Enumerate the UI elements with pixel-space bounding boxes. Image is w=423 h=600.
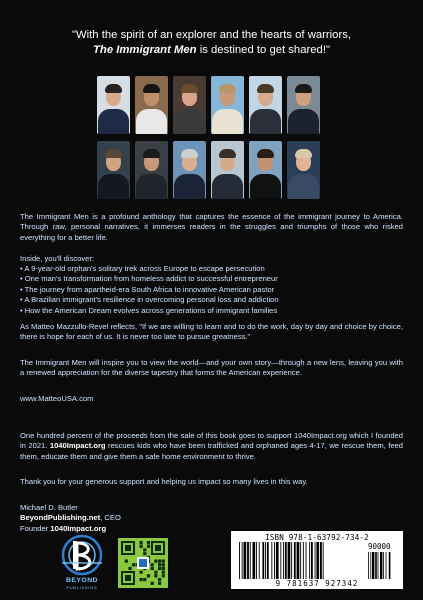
author-photo [249, 76, 282, 134]
author-photo [135, 141, 168, 199]
signature-company-line [20, 513, 220, 523]
endorsement-quote [20, 28, 403, 58]
inspire-paragraph: The Immigrant Men will inspire you to view the world—and your own story—through a new lens, leaving you with a renewed appreciation for the diverse tapestry that forms the American experience. [20, 358, 403, 378]
quote-line-2-rest: is destined to get shared!" [196, 44, 330, 56]
author-photo [135, 76, 168, 134]
photo-hair [181, 149, 198, 158]
inside-label: Inside, you'll discover: [20, 254, 95, 263]
logo-word: BEYOND [65, 577, 99, 584]
proceeds-org-bold: 1040Impact.org [49, 441, 106, 451]
photo-shirt [98, 109, 129, 134]
quote-book-title: The Immigrant Men [93, 44, 197, 56]
photo-hair [181, 84, 198, 93]
author-photo [211, 76, 244, 134]
discovery-item: • How the American Dream evolves across generations of immigrant families [20, 305, 278, 315]
photo-hair [257, 84, 274, 93]
photo-shirt [288, 109, 319, 134]
proceeds-paragraph [20, 431, 403, 462]
author-photo [287, 76, 320, 134]
reflection-paragraph: As Matteo Mazzullo-Revel reflects, "If we are willing to learn and to do the work, day by day and choice by choice, there is hope for each of us. It is never too late to pursue greatness." [20, 322, 403, 342]
logo-emblem-icon [56, 533, 108, 577]
photo-shirt [212, 174, 243, 199]
proceeds-part-1: One hundred percent of the proceeds from the sale of this book goes to support 1040Impact.org which I founded in 2021. [20, 431, 403, 451]
proceeds-part-2: rescues kids who have been trafficked and orphaned ages 4-17, we rescue them, feed them, educate them and give them a safe home environment to thrive. [20, 441, 403, 461]
author-photo [173, 141, 206, 199]
qr-code-icon [118, 538, 168, 588]
discovery-item: • The journey from apartheid-era South Africa to innovative American pastor [20, 284, 275, 294]
author-photo [211, 141, 244, 199]
photo-shirt [250, 109, 281, 134]
photo-hair [143, 84, 160, 93]
quote-line-2 [20, 43, 403, 58]
intro-paragraph: The Immigrant Men is a profound anthology that captures the essence of the immigrant journey to America. Through raw, personal narratives, it immerses readers in the struggles and triumphs of those who risked everything for a better life. [20, 212, 403, 242]
photo-hair [219, 84, 236, 93]
isbn-barcode [231, 531, 403, 589]
photo-hair [295, 84, 312, 93]
photo-shirt [136, 109, 167, 134]
beyond-publishing-logo [56, 533, 108, 593]
photo-hair [219, 149, 236, 158]
signature-founder-org[interactable]: 1040Impact.org [50, 523, 107, 533]
discovery-item: • A 9-year-old orphan's solitary trek across Europe to escape persecution [20, 264, 265, 273]
isbn-label: ISBN 978-1-63792-734-2 [265, 533, 369, 542]
photo-shirt [288, 174, 319, 199]
photo-hair [105, 149, 122, 158]
signature-founder-prefix: Founder [20, 523, 51, 533]
author-photo [173, 76, 206, 134]
barcode-digits: 9 781637 927342 [235, 579, 399, 588]
discovery-item: • One man's transformation from homeless addict to successful entrepreneur [20, 274, 278, 284]
photo-shirt [250, 174, 281, 199]
photo-hair [105, 84, 122, 93]
website-link[interactable]: www.MatteoUSA.com [20, 394, 94, 403]
signature-founder-line [20, 524, 220, 534]
thanks-paragraph: Thank you for your generous support and helping us impact so many lives in this way. [20, 477, 308, 486]
signature-role: , CEO [100, 513, 121, 523]
qr-code[interactable] [118, 538, 168, 588]
photo-shirt [136, 174, 167, 199]
signature-company[interactable]: BeyondPublishing.net [20, 513, 101, 523]
author-photo [97, 141, 130, 199]
photo-shirt [174, 109, 205, 134]
signature-block [20, 503, 220, 534]
photo-shirt [212, 109, 243, 134]
discovery-list [20, 264, 403, 316]
author-photo-grid [97, 76, 327, 199]
photo-hair [143, 149, 160, 158]
author-photo [97, 76, 130, 134]
signature-name: Michael D. Butler [20, 503, 78, 512]
photo-hair [257, 149, 274, 158]
photo-shirt [98, 174, 129, 199]
logo-subword: PUBLISHING [66, 586, 98, 590]
quote-line-1: "With the spirit of an explorer and the hearts of warriors, [71, 29, 352, 41]
photo-shirt [174, 174, 205, 199]
author-photo [249, 141, 282, 199]
discovery-item: • A Brazilian immigrant's resilience in overcoming personal loss and addiction [20, 295, 279, 305]
photo-hair [295, 149, 312, 158]
author-photo [287, 141, 320, 199]
isbn-price-code: 90000 [368, 542, 391, 551]
